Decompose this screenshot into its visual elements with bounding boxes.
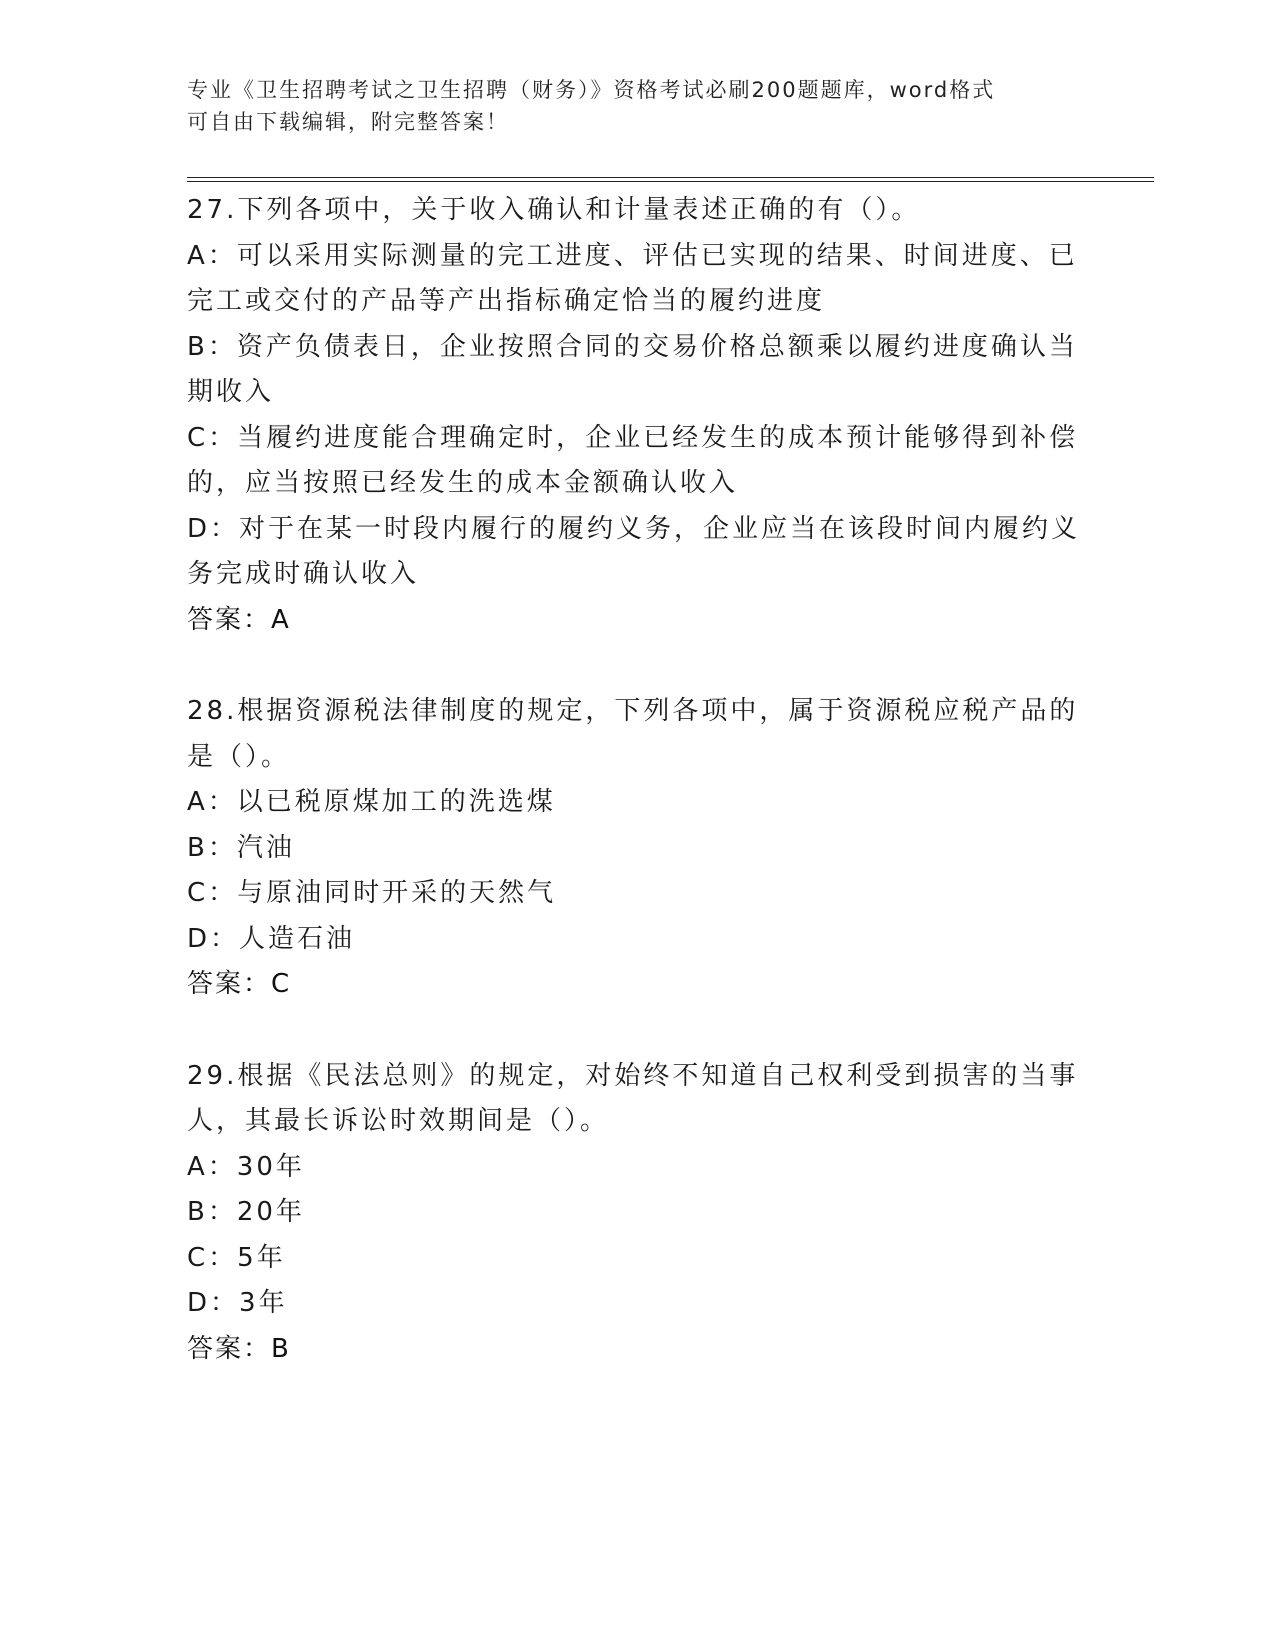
question-27: [187, 188, 1087, 643]
header-divider: [187, 177, 1154, 182]
option-b-continued: 期收入: [187, 377, 275, 407]
option-b: B：资产负债表日，企业按照合同的交易价格总额乘以履约进度确认当: [187, 331, 1078, 362]
option-a: A：30年: [187, 1151, 305, 1182]
option-c-continued: 的，应当按照已经发生的成本金额确认收入: [187, 468, 739, 498]
option-c: C：5年: [187, 1242, 286, 1273]
option-a: A：以已税原煤加工的洗选煤: [187, 787, 556, 817]
header-line-1: 专业《卫生招聘考试之卫生招聘（财务）》资格考试必刷200题题库，word格式: [187, 78, 996, 102]
option-c: C：当履约进度能合理确定时，企业已经发生的成本预计能够得到补偿: [187, 422, 1079, 453]
question-stem-continued: 是（）。: [187, 741, 291, 772]
option-b: B：汽油: [187, 832, 295, 863]
option-d: D：对于在某一时段内履行的履约义务，企业应当在该段时间内履约义: [187, 513, 1081, 544]
question-stem: 27.下列各项中，关于收入确认和计量表述正确的有（）。: [187, 195, 921, 225]
option-d-continued: 务完成时确认收入: [187, 559, 420, 589]
document-header: [187, 74, 1087, 138]
answer: 答案：A: [187, 604, 291, 635]
option-d: D：3年: [187, 1288, 288, 1318]
answer: 答案：C: [187, 969, 292, 999]
question-stem: 28.根据资源税法律制度的规定，下列各项中，属于资源税应税产品的: [187, 696, 1079, 726]
header-line-2: 可自由下载编辑，附完整答案！: [187, 110, 509, 134]
option-b: B：20年: [187, 1197, 305, 1227]
option-a-continued: 完工或交付的产品等产出指标确定恰当的履约进度: [187, 286, 826, 316]
option-c: C：与原油同时开采的天然气: [187, 878, 557, 908]
answer: 答案：B: [187, 1333, 291, 1364]
option-a: A：可以采用实际测量的完工进度、评估已实现的结果、时间进度、已: [187, 240, 1078, 271]
question-29: [187, 1054, 1087, 1373]
question-stem: 29.根据《民法总则》的规定，对始终不知道自己权利受到损害的当事: [187, 1060, 1079, 1091]
question-list: [187, 188, 1087, 1372]
option-d: D：人造石油: [187, 923, 356, 954]
question-28: [187, 689, 1087, 1008]
question-stem-continued: 人，其最长诉讼时效期间是（）。: [187, 1106, 610, 1136]
